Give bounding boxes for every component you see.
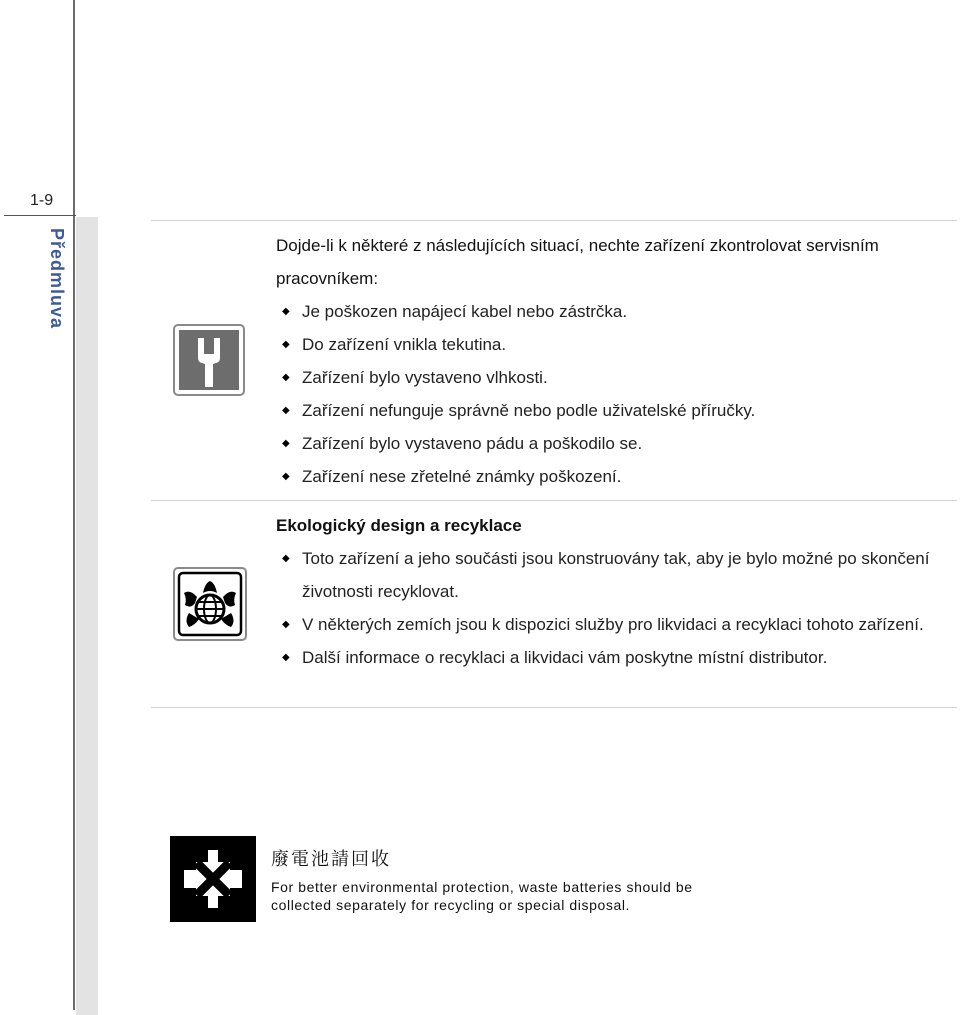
list-item: ◆ Zařízení nefunguje správně nebo podle uživatelské příručky. <box>282 394 932 427</box>
section-title: Předmluva <box>47 228 67 330</box>
eco-heading: Ekologický design a recyklace <box>276 516 522 535</box>
page-number-rule <box>4 215 76 216</box>
service-intro: Dojde-li k některé z následujících situací, nechte zařízení zkontrolovat servisním pracovníkem: <box>276 236 879 288</box>
bullet-icon: ◆ <box>282 405 290 416</box>
bullet-icon: ◆ <box>282 372 290 383</box>
divider-top <box>151 220 957 221</box>
list-item: ◆ Je poškozen napájecí kabel nebo zástrčka. <box>282 295 932 328</box>
bullet-icon: ◆ <box>282 652 290 663</box>
bullet-icon: ◆ <box>282 306 290 317</box>
list-item: ◆ Zařízení bylo vystaveno vlhkosti. <box>282 361 932 394</box>
recycle-globe-icon <box>173 567 247 641</box>
divider-bottom <box>151 707 957 708</box>
list-item: ◆ V některých zemích jsou k dispozici služby pro likvidaci a recyklaci tohoto zařízení. <box>282 608 932 641</box>
list-item: ◆ Do zařízení vnikla tekutina. <box>282 328 932 361</box>
battery-recycle-icon <box>170 836 256 922</box>
bullet-icon: ◆ <box>282 553 290 564</box>
list-item: ◆ Další informace o recyklaci a likvidaci vám poskytne místní distributor. <box>282 641 932 674</box>
service-list <box>282 295 932 493</box>
list-item: ◆ Zařízení bylo vystaveno pádu a poškodilo se. <box>282 427 932 460</box>
eco-list <box>282 542 932 674</box>
battery-chinese-text: 廢電池請回收 <box>271 849 391 870</box>
bullet-icon: ◆ <box>282 438 290 449</box>
divider-middle <box>151 500 957 501</box>
battery-text-line2: collected separately for recycling or special disposal. <box>271 897 631 913</box>
battery-text-line1: For better environmental protection, waste batteries should be <box>271 879 693 895</box>
page-number: 1-9 <box>30 192 54 209</box>
page-margin-rule <box>73 0 75 1010</box>
margin-gray-strip <box>76 217 98 1015</box>
bullet-icon: ◆ <box>282 619 290 630</box>
list-item: ◆ Zařízení nese zřetelné známky poškození. <box>282 460 932 493</box>
bullet-icon: ◆ <box>282 339 290 350</box>
wrench-icon <box>173 324 245 396</box>
list-item: ◆ Toto zařízení a jeho součásti jsou konstruovány tak, aby je bylo možné po skončení životnosti recyklovat. <box>282 542 932 608</box>
bullet-icon: ◆ <box>282 471 290 482</box>
